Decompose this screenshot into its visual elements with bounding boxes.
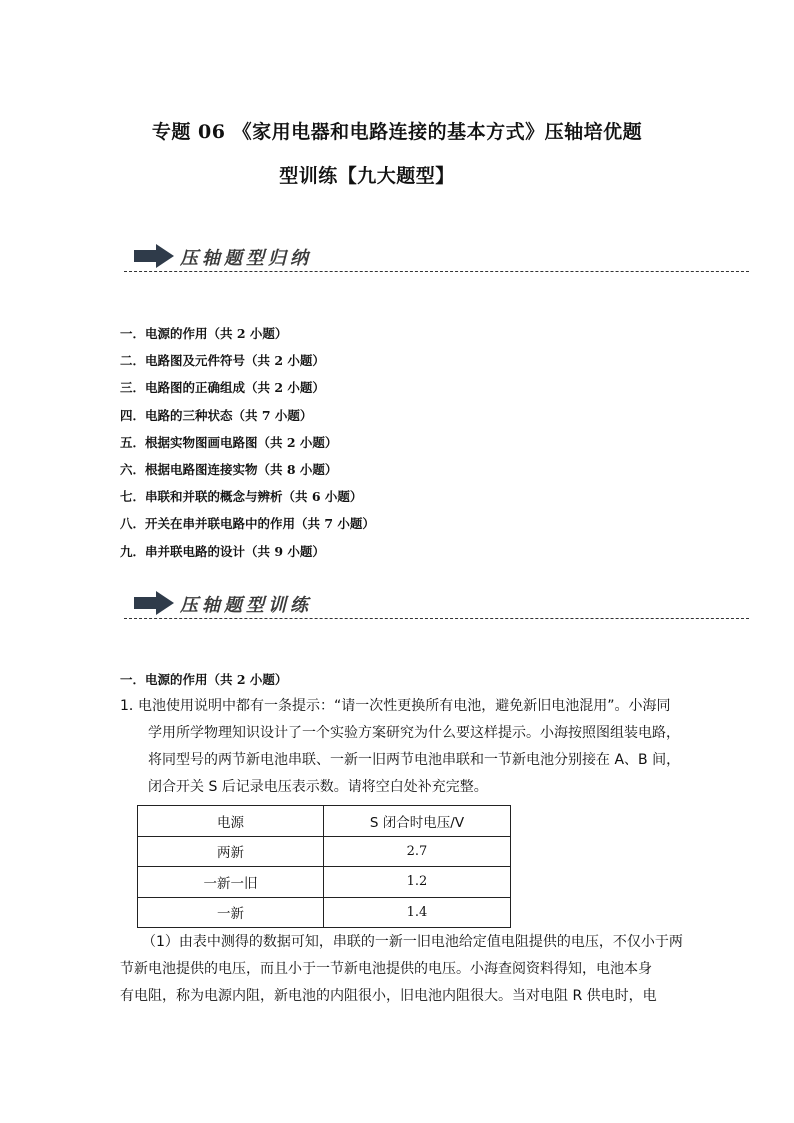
table-cell: 1.2: [324, 867, 511, 898]
topic-list: [120, 326, 375, 571]
question-line: 闭合开关 S 后记录电压表示数。请将空白处补充完整。: [148, 779, 488, 795]
topic-item: 九．串并联电路的设计（共 9 小题）: [120, 543, 325, 559]
training-banner-label: 压轴题型训练: [180, 595, 312, 616]
followup-line: 节新电池提供的电压，而且小于一节新电池提供的电压。小海查阅资料得知，电池本身: [120, 961, 652, 977]
table-cell: 一新一旧: [138, 867, 324, 898]
section-heading: 一．电源的作用（共 2 小题）: [120, 672, 288, 687]
topic-item: 四．电路的三种状态（共 7 小题）: [120, 407, 313, 423]
topic-item: 八．开关在串并联电路中的作用（共 7 小题）: [120, 516, 375, 532]
table-cell: 1.4: [324, 897, 511, 928]
table-cell: 2.7: [324, 836, 511, 867]
voltage-table: [137, 805, 511, 928]
followup-paragraph: [120, 929, 683, 1010]
table-header: S 闭合时电压/V: [324, 806, 511, 837]
banner-divider: [124, 618, 749, 619]
topic-item: 七．串联和并联的概念与辨析（共 6 小题）: [120, 489, 363, 505]
table-cell: 两新: [138, 836, 324, 867]
topic-item: 五．根据实物图画电路图（共 2 小题）: [120, 434, 338, 450]
table-row: [138, 867, 511, 898]
followup-line: 有电阻，称为电源内阻，新电池的内阻很小，旧电池内阻很大。当对电阻 R 供电时，电: [120, 988, 657, 1004]
banner-divider: [124, 271, 749, 272]
summary-banner-label: 压轴题型归纳: [180, 248, 312, 269]
document-title-line2: 型训练【九大题型】: [279, 165, 455, 187]
topic-item: 三．电路图的正确组成（共 2 小题）: [120, 380, 325, 396]
followup-line: （1）由表中测得的数据可知，串联的一新一旧电池给定值电阻提供的电压，不仅小于两: [142, 934, 683, 950]
question-line: 将同型号的两节新电池串联、一新一旧两节电池串联和一节新电池分别接在 A、B 间，: [148, 752, 681, 768]
table-header: 电源: [138, 806, 324, 837]
arrow-icon: [134, 591, 174, 615]
table-header-row: [138, 806, 511, 837]
question-number: 1．: [120, 698, 143, 714]
table-row: [138, 897, 511, 928]
topic-item: 一．电源的作用（共 2 小题）: [120, 326, 288, 341]
question-1: [120, 693, 681, 801]
arrow-icon: [134, 244, 174, 268]
table-row: [138, 836, 511, 867]
question-line: 电池使用说明中都有一条提示：“请一次性更换所有电池，避免新旧电池混用”。小海同: [138, 698, 671, 714]
topic-item: 六．根据电路图连接实物（共 8 小题）: [120, 461, 338, 477]
table-cell: 一新: [138, 897, 324, 928]
summary-banner: [124, 242, 749, 272]
training-banner: [124, 589, 749, 619]
document-title-line1: 专题 06 《家用电器和电路连接的基本方式》压轴培优题: [151, 121, 643, 143]
question-line: 学用所学物理知识设计了一个实验方案研究为什么要这样提示。小海按照图组装电路，: [148, 725, 680, 741]
topic-item: 二．电路图及元件符号（共 2 小题）: [120, 353, 325, 369]
